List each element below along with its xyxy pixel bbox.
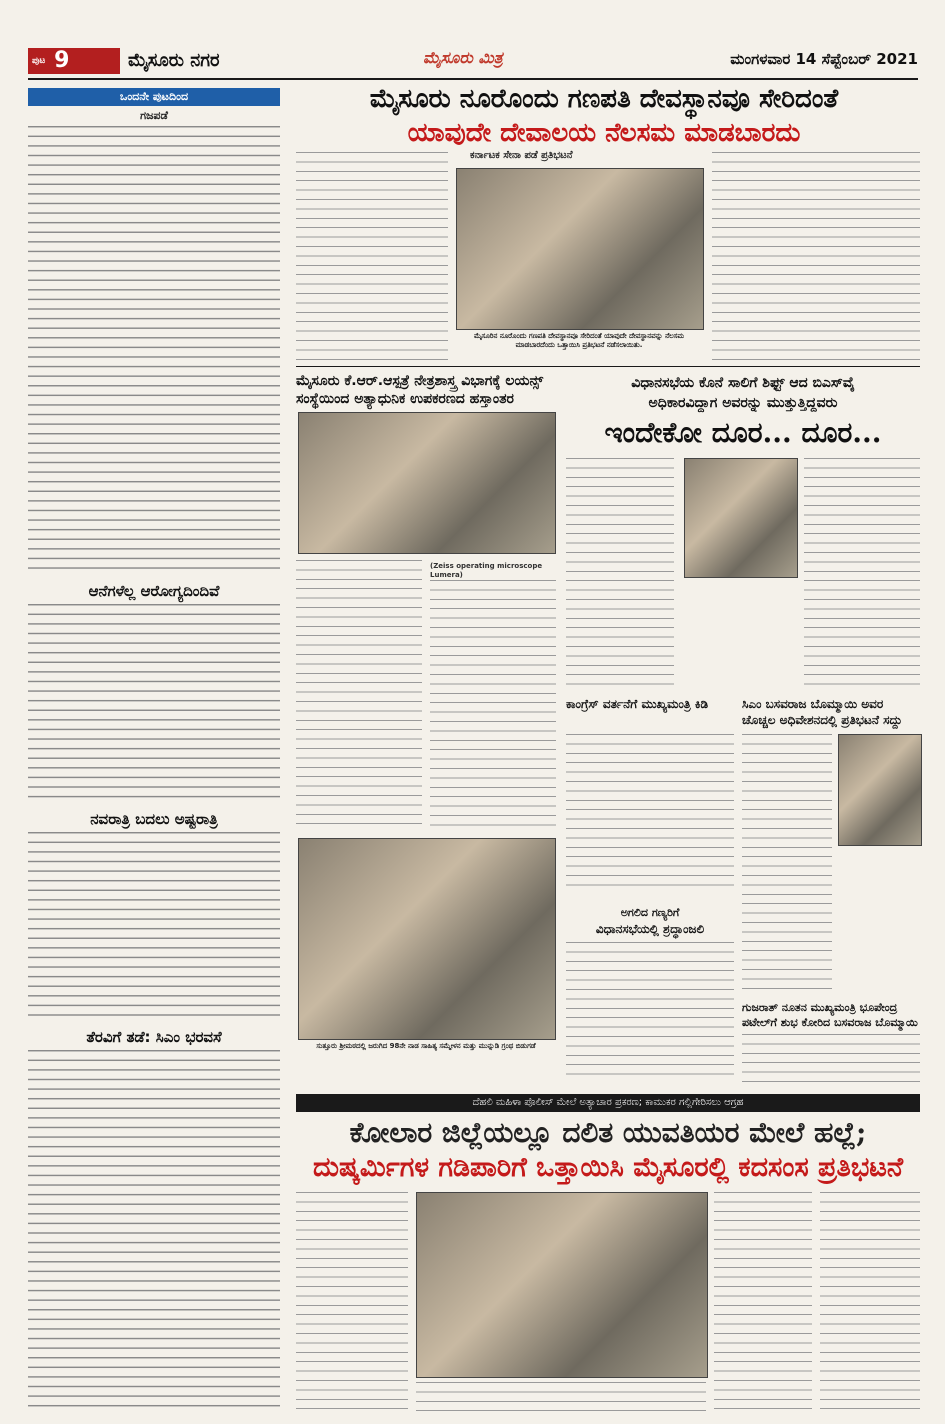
gajapade-body bbox=[28, 126, 280, 576]
gujarat-headline: ಗುಜರಾತ್ ನೂತನ ಮುಖ್ಯಮಂತ್ರಿ ಭೂಪೇಂದ್ರ ಪಟೇಲ್‌ಗೆ ಶುಭ ಕೋರಿದ ಬಸವರಾಜ ಬೊಮ್ಮಾಯಿ bbox=[742, 1001, 918, 1029]
kolar-headline-2: ದುಷ್ಕರ್ಮಿಗಳ ಗಡಿಪಾರಿಗೆ ಒತ್ತಾಯಿಸಿ ಮೈಸೂರಲ್ಲಿ ಕದಸಂಸ ಪ್ರತಿಭಟನೆ bbox=[312, 1152, 904, 1183]
tribute-sub: ಅಗಲಿದ ಗಣ್ಯರಿಗೆ bbox=[620, 906, 680, 919]
event-photo bbox=[298, 838, 556, 1040]
lead-caption: ಮೈಸೂರಿನ ನೂರೊಂದು ಗಣಪತಿ ದೇವಸ್ಥಾನವೂ ಸೇರಿದಂತೆ ಯಾವುದೇ ದೇವಸ್ಥಾನವನ್ನು ನೆಲಸಮ ಮಾಡಬಾರದೆಂದು ಒತ್ತಾಯಿಸಿ ಪ್ರತಿಭಟನೆ ನಡೆಸಲಾಯಿತು. bbox=[473, 332, 685, 349]
gujarat-body bbox=[742, 1034, 920, 1086]
assurance-body bbox=[28, 1050, 280, 1410]
kolar-photo bbox=[416, 1192, 708, 1378]
page-badge bbox=[28, 48, 120, 74]
gajapade-subhead: ಗಜಪಡೆ bbox=[140, 109, 168, 122]
bommai-body bbox=[742, 734, 832, 994]
kolar-body-col3 bbox=[714, 1192, 812, 1416]
lead-body-col1 bbox=[296, 152, 448, 362]
left-column bbox=[28, 88, 280, 1418]
bsy-body-col3 bbox=[804, 458, 920, 688]
lead-kicker: ಕರ್ನಾಟಕ ಸೇನಾ ಪಡೆ ಪ್ರತಿಭಟನೆ bbox=[470, 150, 573, 161]
tribute-headline: ವಿಧಾನಸಭೆಯಲ್ಲಿ ಶ್ರದ್ಧಾಂಜಲಿ bbox=[595, 922, 705, 936]
lions-body-col2 bbox=[430, 580, 556, 830]
bommai-headline: ಸಿಎಂ ಬಸವರಾಜ ಬೊಮ್ಮಾಯಿ ಅವರ ಚೊಚ್ಚಲ ಅಧಿವೇಶನದಲ್ಲಿ ಪ್ರತಿಭಟನೆ ಸದ್ದು bbox=[742, 697, 903, 727]
lead-photo bbox=[456, 168, 704, 330]
bsy-headline: ಇಂದೇಕೋ ದೂರ... ದೂರ... bbox=[604, 416, 882, 449]
congress-body bbox=[566, 734, 734, 894]
lions-photo bbox=[298, 412, 556, 554]
cm-assurance-heading: ತೆರವಿಗೆ ತಡೆ: ಸಿಎಂ ಭರವಸೆ bbox=[86, 1028, 222, 1046]
kolar-body-col2 bbox=[416, 1382, 706, 1418]
kolar-body-col1 bbox=[296, 1192, 408, 1416]
bommai-photo bbox=[838, 734, 922, 846]
bsy-kicker: ವಿಧಾನಸಭೆಯ ಕೊನೆ ಸಾಲಿಗೆ ಶಿಫ್ಟ್ ಆದ ಬಿಎಸ್‌ವೈ bbox=[631, 375, 855, 391]
navaratri-body bbox=[28, 832, 280, 1022]
bsy-kicker-2: ಅಧಿಕಾರವಿದ್ದಾಗ ಅವರನ್ನು ಮುತ್ತುತ್ತಿದ್ದವರು bbox=[648, 395, 838, 411]
newspaper-logo: ಮೈಸೂರು ಮಿತ್ರ bbox=[423, 48, 503, 67]
lions-body-col1 bbox=[296, 560, 422, 830]
page-number: 9 bbox=[54, 48, 70, 73]
bsy-body-col1 bbox=[566, 458, 674, 688]
lead-headline-1: ಮೈಸೂರು ನೂರೊಂದು ಗಣಪತಿ ದೇವಸ್ಥಾನವೂ ಸೇರಿದಂತೆ bbox=[369, 84, 839, 114]
tribute-body bbox=[566, 942, 734, 1082]
lead-headline-2: ಯಾವುದೇ ದೇವಾಲಯ ನೆಲಸಮ ಮಾಡಬಾರದು bbox=[407, 118, 801, 148]
section-name: ಮೈಸೂರು ನಗರ bbox=[128, 50, 220, 71]
elephants-health-heading: ಆನೆಗಳೆಲ್ಲ ಆರೋಗ್ಯದಿಂದಿವೆ bbox=[88, 582, 220, 600]
kolar-body-col4 bbox=[820, 1192, 920, 1416]
bsy-photo bbox=[684, 458, 798, 578]
congress-headline: ಕಾಂಗ್ರೆಸ್ ವರ್ತನೆಗೆ ಮುಖ್ಯಮಂತ್ರಿ ಕಿಡಿ bbox=[566, 697, 709, 711]
page-prefix: ಪುಟ bbox=[32, 56, 46, 66]
continued-banner: ಒಂದನೇ ಪುಟದಿಂದ bbox=[28, 88, 280, 106]
navaratri-heading: ನವರಾತ್ರಿ ಬದಲು ಅಷ್ಟರಾತ್ರಿ bbox=[90, 810, 218, 828]
health-body bbox=[28, 604, 280, 804]
issue-date: ಮಂಗಳವಾರ 14 ಸೆಪ್ಟೆಂಬರ್ 2021 bbox=[730, 50, 918, 68]
lions-inline-english: (Zeiss operating microscope Lumera) bbox=[430, 562, 543, 580]
masthead bbox=[28, 44, 918, 80]
lead-body-col3 bbox=[712, 152, 920, 362]
divider bbox=[296, 366, 920, 367]
kolar-bar: ದೆಹಲಿ ಮಹಿಳಾ ಪೊಲೀಸ್ ಮೇಲೆ ಅತ್ಯಾಚಾರ ಪ್ರಕರಣ; ಕಾಮುಕರ ಗಲ್ಲಿಗೇರಿಸಲು ಆಗ್ರಹ bbox=[296, 1094, 920, 1112]
kolar-headline-1: ಕೋಲಾರ ಜಿಲ್ಲೆಯಲ್ಲೂ ದಲಿತ ಯುವತಿಯರ ಮೇಲೆ ಹಲ್ಲೆ; bbox=[349, 1116, 867, 1149]
lions-headline: ಮೈಸೂರು ಕೆ.ಆರ್.ಆಸ್ಪತ್ರೆ ನೇತ್ರಶಾಸ್ತ್ರ ವಿಭಾಗಕ್ಕೆ ಲಯನ್ಸ್ ಸಂಸ್ಥೆಯಿಂದ ಅತ್ಯಾಧುನಿಕ ಉಪಕರಣದ ಹಸ್ತಾಂತರ bbox=[296, 373, 544, 407]
event-caption: ಸುತ್ತೂರು ಶ್ರೀಮಠದಲ್ಲಿ ಜರುಗಿದ 98ನೇ ನಾಡ ಸಾಹಿತ್ಯ ಸಮ್ಮೇಳನ ಮತ್ತು ಮುನ್ನುಡಿ ಗ್ರಂಥ ಬಿಡುಗಡೆ bbox=[316, 1042, 536, 1050]
